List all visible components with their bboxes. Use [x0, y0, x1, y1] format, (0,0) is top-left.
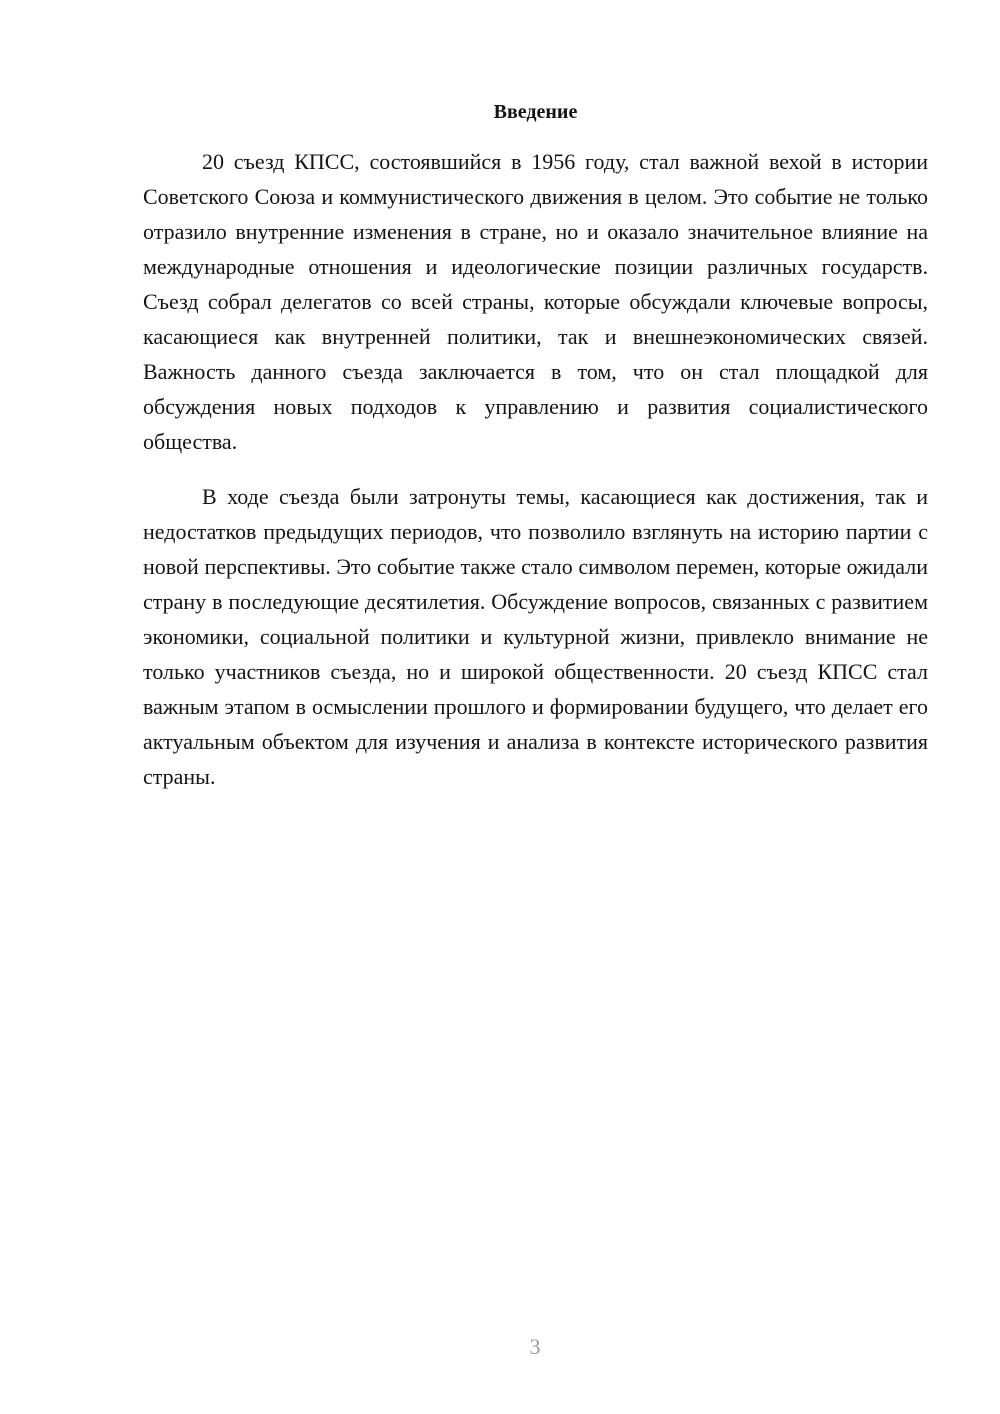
paragraph-1: 20 съезд КПСС, состоявшийся в 1956 году, стал важной вехой в истории Советского Союза и коммунистического движения в целом. Это событие не только отразило внутренние изменения в стране, но и оказало значительное влияние на международные отношения и идеологические позиции различных государств. Съезд собрал делегатов со всей страны, которые обсуждали ключевые вопросы, касающиеся как внутренней политики, так и внешнеэкономических связей. Важность данного съезда заключается в том, что он стал площадкой для обсуждения новых подходов к управлению и развития социалистического общества. — [143, 149, 928, 454]
paragraph-2: В ходе съезда были затронуты темы, касающиеся как достижения, так и недостатков предыдущих периодов, что позволило взглянуть на историю партии с новой перспективы. Это событие также стало символом перемен, которые ожидали страну в последующие десятилетия. Обсуждение вопросов, связанных с развитием экономики, социальной политики и культурной жизни, привлекло внимание не только участников съезда, но и широкой общественности. 20 съезд КПСС стал важным этапом в осмыслении прошлого и формировании будущего, что делает его актуальным объектом для изучения и анализа в контексте исторического развития страны. — [143, 484, 928, 789]
page-number: 3 — [529, 1334, 541, 1359]
section-heading: Введение — [493, 101, 578, 123]
